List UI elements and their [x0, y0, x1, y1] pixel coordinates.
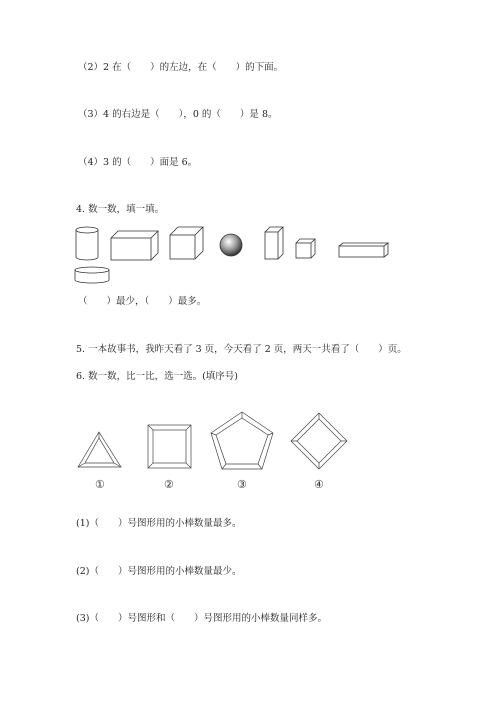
q6-sub3: (3)（ ）号图形和（ ）号图形用的小棒数量同样多。: [76, 613, 327, 624]
cube-large-shape: [170, 227, 203, 259]
cylinder-flat-shape: [75, 267, 109, 283]
q3-sub3: （3）4 的右边是（ ），0 的（ ）是 8。: [78, 109, 278, 120]
label-1: ①: [95, 478, 105, 491]
q5: 5. 一本故事书，我昨天看了 3 页，今天看了 2 页，两天一共看了（ ）页。: [76, 344, 407, 355]
label-3: ③: [237, 478, 247, 491]
q3-sub4: （4）3 的（ ）面是 6。: [78, 157, 198, 168]
cube-small-shape: [296, 239, 315, 258]
q4-answer: （ ）最少，（ ）最多。: [78, 296, 207, 307]
triangle-sticks: [78, 432, 121, 467]
cuboid-flat-long-shape: [339, 243, 388, 257]
sphere-shape: [220, 234, 242, 256]
q6-sub1: (1)（ ）号图形用的小棒数量最多。: [76, 518, 242, 529]
cuboid-long-shape: [111, 231, 158, 260]
q3-sub2: （2）2 在（ ）的左边，在（ ）的下面。: [78, 62, 284, 73]
q6-sub2: (2)（ ）号图形用的小棒数量最少。: [76, 566, 242, 577]
cylinder-shape: [76, 227, 98, 260]
pentagon-sticks: [211, 412, 273, 469]
label-4: ④: [314, 478, 324, 491]
square-sticks: [148, 425, 191, 468]
q4-title: 4. 数一数，填一填。: [76, 204, 165, 215]
label-2: ②: [164, 478, 174, 491]
cuboid-tall-shape: [265, 227, 283, 259]
rotated-square-sticks: [291, 413, 347, 469]
q6-title: 6. 数一数，比一比，选一选。(填序号): [76, 371, 238, 382]
